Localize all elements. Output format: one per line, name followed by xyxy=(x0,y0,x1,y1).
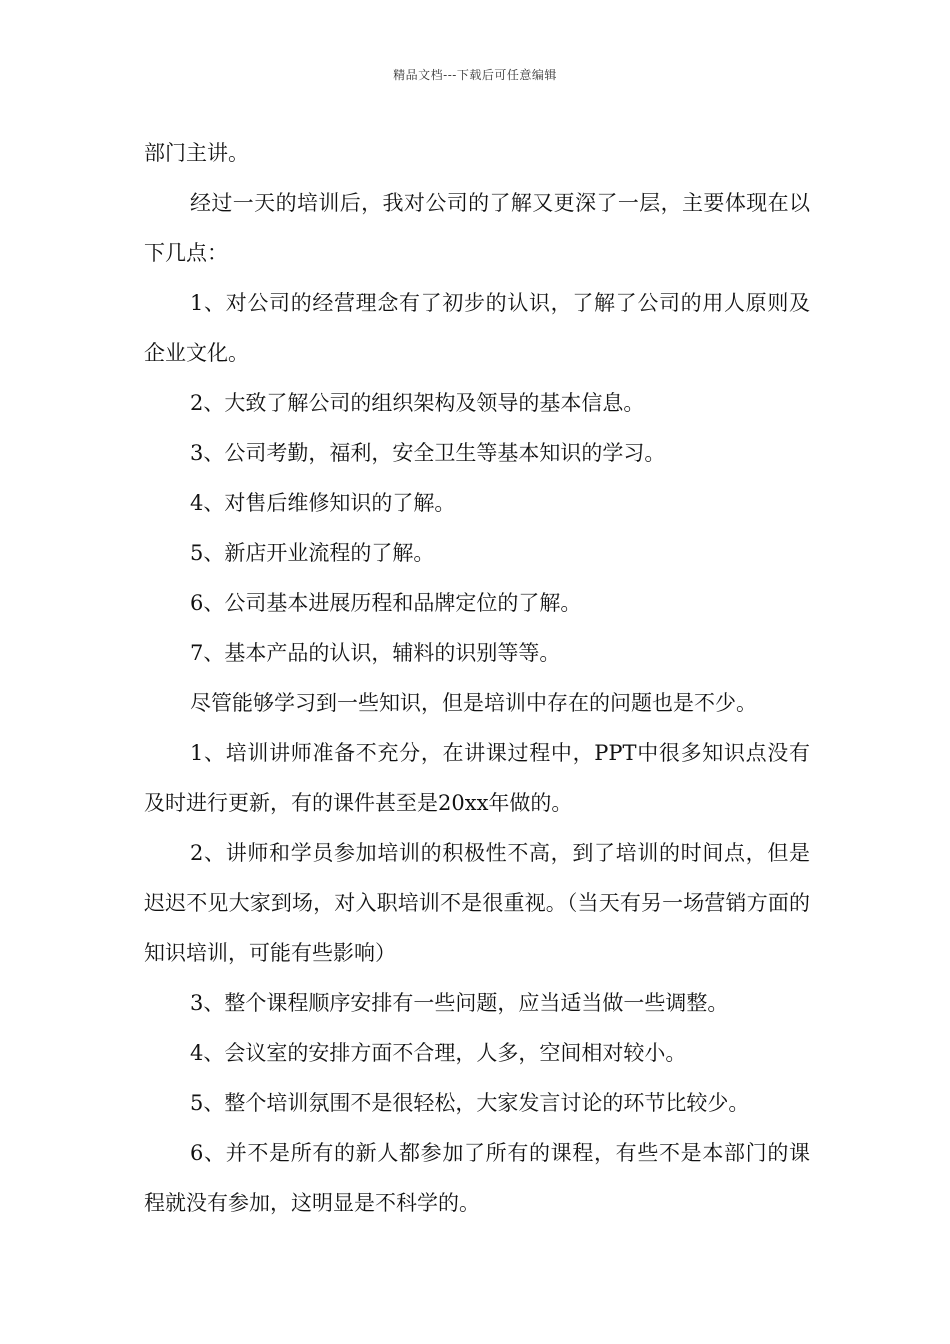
list-item: 1、培训讲师准备不充分，在讲课过程中，PPT中很多知识点没有及时进行更新，有的课件甚至是20xx年做的。 xyxy=(144,741,810,815)
paragraph: 尽管能够学习到一些知识，但是培训中存在的问题也是不少。 xyxy=(190,691,757,715)
list-item: 6、公司基本进展历程和品牌定位的了解。 xyxy=(190,591,582,615)
list-item: 3、公司考勤，福利，安全卫生等基本知识的学习。 xyxy=(190,441,666,465)
list-item: 3、整个课程顺序安排有一些问题，应当适当做一些调整。 xyxy=(190,991,729,1015)
list-item: 5、新店开业流程的了解。 xyxy=(190,541,435,565)
list-item: 5、整个培训氛围不是很轻松，大家发言讨论的环节比较少。 xyxy=(190,1091,750,1115)
paragraph: 经过一天的培训后，我对公司的了解又更深了一层，主要体现在以下几点： xyxy=(144,191,810,265)
document-body xyxy=(144,128,810,1228)
paragraph: 部门主讲。 xyxy=(144,141,249,165)
list-item: 2、讲师和学员参加培训的积极性不高，到了培训的时间点，但是迟迟不见大家到场，对入职培训不是很重视。（当天有另一场营销方面的知识培训，可能有些影响） xyxy=(144,841,810,965)
list-item: 6、并不是所有的新人都参加了所有的课程，有些不是本部门的课程就没有参加，这明显是不科学的。 xyxy=(144,1141,810,1215)
list-item: 7、基本产品的认识，辅料的识别等等。 xyxy=(190,641,561,665)
list-item: 4、对售后维修知识的了解。 xyxy=(190,491,456,515)
list-item: 4、会议室的安排方面不合理，人多，空间相对较小。 xyxy=(190,1041,687,1065)
list-item: 1、对公司的经营理念有了初步的认识，了解了公司的用人原则及企业文化。 xyxy=(144,291,810,365)
list-item: 2、大致了解公司的组织架构及领导的基本信息。 xyxy=(190,391,645,415)
page-header: 精品文档---下载后可任意编辑 xyxy=(393,68,557,82)
